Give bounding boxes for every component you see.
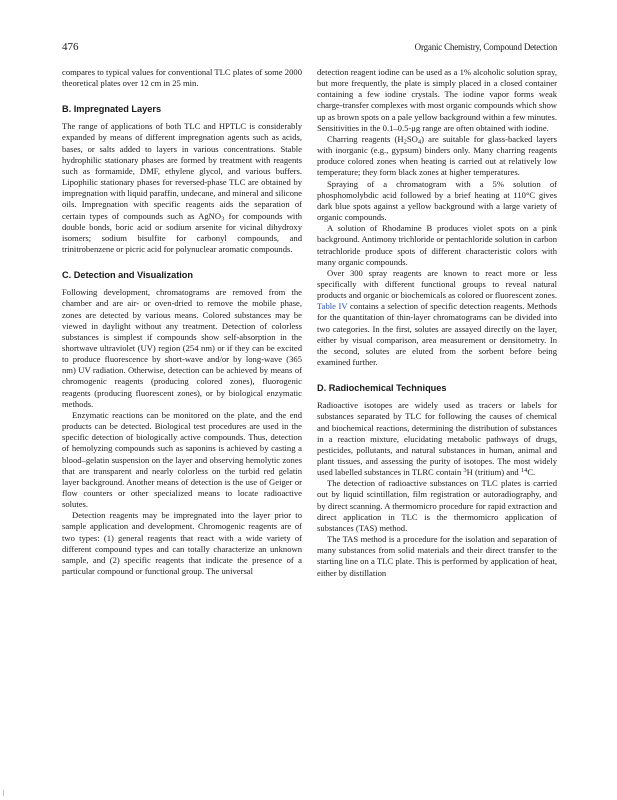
running-section-title: Organic Chemistry, Compound Detection (414, 42, 557, 52)
table-iv-link[interactable]: Table IV (317, 301, 348, 312)
page-number: 476 (62, 41, 79, 53)
paragraph-detection-1: Following development, chromatograms are removed from the chamber and are air- or oven-dried to remove the mobile phase, zones are detected by various means. Colored substances may be viewed in daylight without any treatment. Detection of colorless substances is simplest if compounds show self-absorption in the shortwave ultraviolet (UV) region (254 nm) or if they can be excited to produce fluorescence by short-wave and/or by long-wave (365 nm) UV radiation. Otherwise, detection can be achieved by means of chromogenic reagents (producing colored zones), fluorogenic reagents (producing fluorescent zones), or by biological enzymatic methods. (62, 287, 302, 409)
paragraph-detection-radioactive: The detection of radioactive substances on TLC plates is carried out by liquid scintillation, film registration or autoradiography, and by direct scanning. A thermomicro procedure for rapid extraction and direct application in TLC is the thermomicro application of substances (TAS) method. (317, 478, 557, 533)
section-heading-impregnated-layers: B. Impregnated Layers (62, 104, 162, 115)
section-heading-radiochemical: D. Radiochemical Techniques (317, 383, 447, 394)
paragraph-intro: compares to typical values for conventional TLC plates of some 2000 theoretical plates over 12 cm in 25 min. (62, 67, 302, 89)
paragraph-radioactive-isotopes: Radioactive isotopes are widely used as tracers or labels for substances separated by TLC for following the causes of chemical and biochemical reactions, determining the distribution of substances in a reaction mixture, elucidating metabolic pathways of drugs, pesticides, pollutants, and natural substances in human, animal and plant tissues, and assessing the purity of isotopes. The most widely used labelled substances in TLRC contain $^3$H (tritium) and $^{14}$C. (317, 400, 557, 478)
paragraph-tas-method: The TAS method is a procedure for the isolation and separation of many substances from solid materials and their direct transfer to the starting line on a TLC plate. This is performed by application of heat, either by distillation (317, 534, 557, 578)
left-column (62, 67, 302, 577)
paragraph-detection-2: Enzymatic reactions can be monitored on the plate, and the end products can be detected. Biological test procedures are used in the specific detection of biologically active compounds. Thus, detection of hemolyzing compounds such as saponins is achieved by casting a blood–gelatin suspension on the layer and observing hemolytic zones that are transparent and nearly colorless on the turbid red gelatin layer background. Another means of detection is the use of Geiger or flow counters or other specialized means to locate radioactive solutes. (62, 409, 302, 510)
subscript: 3 (221, 215, 225, 223)
paragraph-iodine: detection reagent iodine can be used as a 1% alcoholic solution spray, but more frequently, the plate is simply placed in a closed container containing a few iodine crystals. The iodine vapor forms weak charge-transfer complexes with most organic compounds which show up as brown spots on a pale yellow background within a few minutes. Sensitivities in the 0.1–0.5-μg range are often obtained with iodine. (317, 67, 558, 133)
paragraph-impregnation: The range of applications of both TLC and HPTLC is considerably expanded by means of different impregnation agents such as acids, bases, or salts added to layers in various concentrations. Stable hydrophilic stationary phases are formed by treatment with reagents such as formamide, DMF, ethylene glycol, and various buffers. Lipophilic stationary phases for reversed-phase TLC are obtained by impregnation with liquid paraffin, undecane, and mineral and silicone oils. Impregnation with specific reagents aids the separation of certain types of compounds such as AgNO$_3$ for compounds with double bonds, boric acid or sodium arsenite for vicinal dihydroxy isomers; sodium bisulfite for carbonyl compounds, and trinitrobenzene or picric acid for polynuclear aromatic compounds. (62, 121, 303, 255)
section-heading-detection: C. Detection and Visualization (62, 270, 194, 281)
margin-mark (3, 790, 4, 796)
right-column (317, 67, 557, 579)
paragraph-phosphomolybdic: Spraying of a chromatogram with a 5% solution of phosphomolybdic acid followed by a brief heating at 110°C gives dark blue spots against a yellow background with a large variety of organic compounds. (317, 178, 557, 223)
paragraph-spray-reagents: Over 300 spray reagents are known to react more or less specifically with different functional groups to reveal natural products and organic or biochemicals as colored or fluorescent zones. Table IV contains a selection of specific detection reagents. Methods for the quantitation of thin-layer chromatograms can be divided into two categories. In the first, solutes are assayed directly on the layer, either by visual comparison, area measurement or densitometry. In the second, solutes are eluted from the sorbent before being examined further. (317, 267, 557, 368)
running-head (62, 41, 557, 55)
paragraph-rhodamine: A solution of Rhodamine B produces violet spots on a pink background. Antimony trichloride or pentachloride solution in carbon tetrachloride produce spots of different characteristic colors with many organic compounds. (317, 223, 557, 267)
paragraph-charring: Charring reagents $(H_2SO_4)$ are suitable for glass-backed layers with inorganic (e.g., gypsum) binders only. Many charring reagents produce colored zones when heating is carried out at relatively low temperature; they form black zones at higher temperatures. (317, 133, 558, 178)
paragraph-detection-3: Detection reagents may be impregnated into the layer prior to sample application and development. Chromogenic reagents are of two types: (1) general reagents that react with a wide variety of different compound types and can totally characterize an unknown sample, and (2) specific reagents that indicate the presence of a particular compound or functional group. The universal (62, 510, 302, 577)
